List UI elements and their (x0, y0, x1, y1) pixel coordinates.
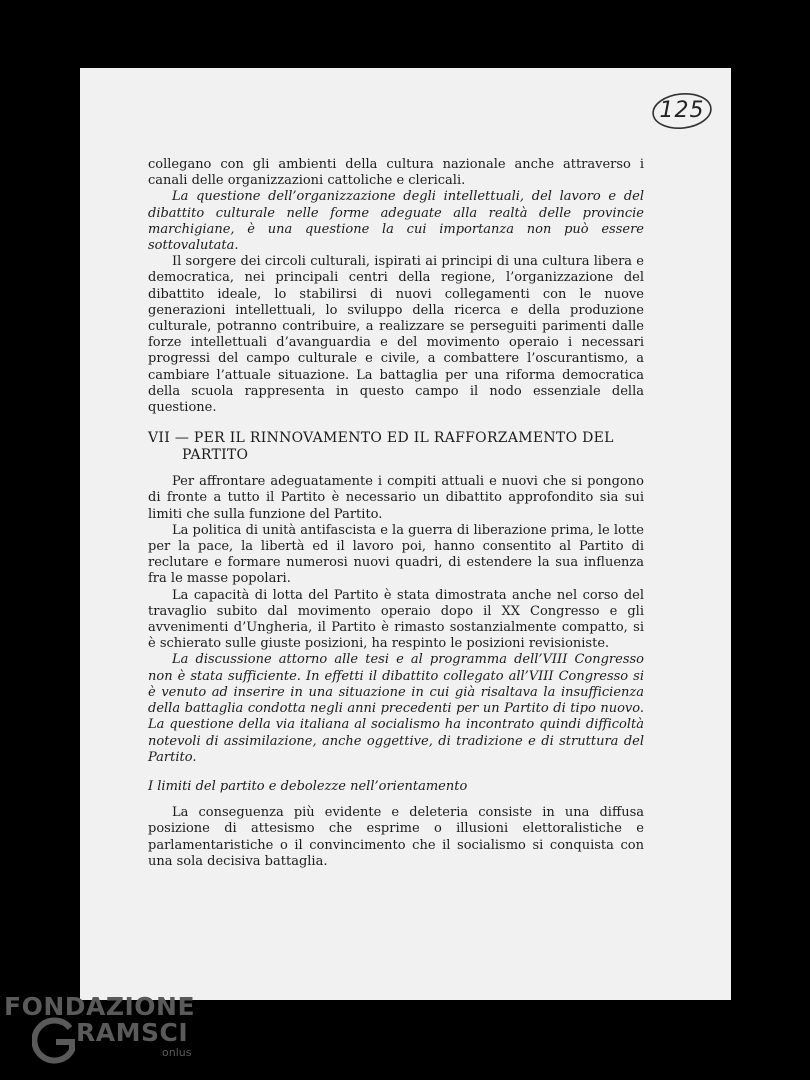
page-number (656, 96, 708, 126)
section-heading: VII — PER IL RINNOVAMENTO ED IL RAFFORZAMENTO DEL PARTITO (148, 430, 614, 464)
paragraph: La conseguenza più evidente e deleteria consiste in una diffusa posizione di attesismo che esprime o illusioni elettoralistiche e parlamentaristiche o il convincimento che il socialismo si conquista con una sola decisiva battaglia. (148, 805, 644, 869)
fondazione-gramsci-watermark (4, 992, 204, 1072)
watermark-line2: RAMSCI (76, 1018, 189, 1047)
subheading: I limiti del partito e debolezze nell’orientamento (148, 778, 468, 794)
paragraph: La questione dell’organizzazione degli intellettuali, del lavoro e del dibattito culturale nelle forme adeguate alla realtà delle provincie marchigiane, è una questione la cui importanza non può essere sottovalutata. (148, 189, 644, 254)
paragraph: collegano con gli ambienti della cultura nazionale anche attraverso i canali delle organizzazioni cattoliche e clericali. (148, 157, 644, 189)
paragraph: Il sorgere dei circoli culturali, ispirati ai principi di una cultura libera e democratica, nei principali centri della regione, l’organizzazione del dibattito ideale, lo stabilirsi di nuovi collegamenti con le nuove generazioni intellettuali, lo sviluppo della ricerca e della produzione culturale, potranno contribuire, a realizzare se perseguiti parimenti dalle forze intellettuali d’avanguardia e del movimento operaio i necessari progressi del campo culturale e civile, a combattere l’oscurantismo, a cambiare l’attuale situazione. La battaglia per una riforma democratica della scuola rappresenta in questo campo il nodo essenziale della questione. (148, 254, 644, 416)
paragraph: La capacità di lotta del Partito è stata dimostrata anche nel corso del travaglio subito dal movimento operaio dopo il XX Congresso e gli avvenimenti d’Ungheria, il Partito è rimasto sostanzialmente compatto, si è schierato sulle giuste posizioni, ha respinto le posizioni revisioniste. (148, 587, 644, 652)
document-text (148, 157, 644, 870)
watermark-line1: FONDAZIONE (4, 992, 196, 1021)
paragraph: Per affrontare adeguatamente i compiti attuali e nuovi che si pongono di fronte a tutto il Partito è necessario un dibattito approfondito sia sui limiti che sulla funzione del Partito. (148, 474, 644, 522)
watermark-line3: onlus (162, 1046, 192, 1059)
gramsci-g-logo-icon (32, 1016, 78, 1066)
paragraph: La politica di unità antifascista e la guerra di liberazione prima, le lotte per la pace, la libertà ed il lavoro poi, hanno consentito al Partito di reclutare e formare numerosi nuovi quadri, di estendere la sua influenza fra le masse popolari. (148, 522, 644, 587)
page-number-text: 125 (659, 98, 705, 123)
document-page (80, 68, 731, 1000)
paragraph: La discussione attorno alle tesi e al programma dell’VIII Congresso non è stata sufficiente. In effetti il dibattito collegato all’VIII Congresso si è venuto ad inserire in una situazione in cui già risaltava la insufficienza della battaglia condotta negli anni precedenti per un Partito di tipo nuovo. La questione della via italiana al socialismo ha incontrato quindi difficoltà notevoli di assimilazione, anche oggettive, di tradizione e di struttura del Partito. (148, 652, 644, 765)
